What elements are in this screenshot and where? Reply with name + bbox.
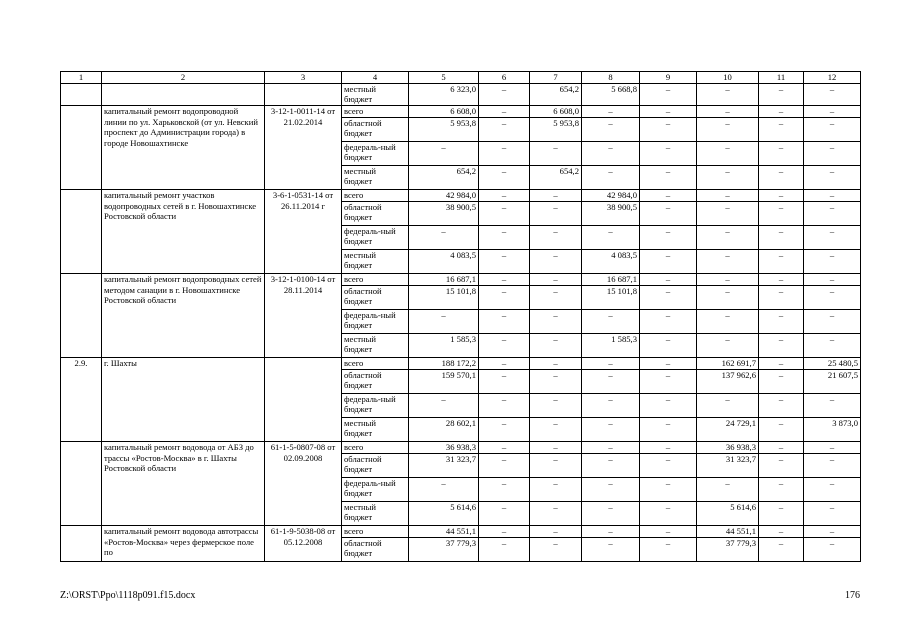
value-cell: – — [479, 142, 530, 166]
column-header: 10 — [697, 72, 759, 84]
value-cell: – — [759, 310, 804, 334]
value-cell: – — [759, 502, 804, 526]
value-cell: – — [640, 142, 697, 166]
value-cell: – — [479, 250, 530, 274]
value-cell: – — [640, 418, 697, 442]
value-cell: – — [804, 394, 861, 418]
value-cell: – — [479, 370, 530, 394]
value-cell: – — [697, 106, 759, 118]
value-cell: – — [697, 478, 759, 502]
value-cell: 36 938,3 — [697, 442, 759, 454]
value-cell: – — [804, 478, 861, 502]
row-number-cell — [61, 274, 102, 358]
value-cell: 38 900,5 — [582, 202, 640, 226]
value-cell: – — [759, 202, 804, 226]
row-number-cell — [61, 442, 102, 526]
document-code-cell: 61-1-9-5038-08 от 05.12.2008 — [265, 526, 342, 562]
document-code-cell — [265, 84, 342, 106]
value-cell: 4 083,5 — [582, 250, 640, 274]
funding-source-cell: всего — [342, 190, 409, 202]
funding-source-cell: областной бюджет — [342, 286, 409, 310]
value-cell: – — [479, 526, 530, 538]
value-cell: – — [530, 142, 582, 166]
column-header: 5 — [409, 72, 479, 84]
value-cell: 16 687,1 — [409, 274, 479, 286]
page-number: 176 — [845, 590, 860, 601]
row-number-cell — [61, 106, 102, 190]
value-cell: – — [804, 538, 861, 562]
value-cell: 37 779,3 — [409, 538, 479, 562]
funding-source-cell: местный бюджет — [342, 84, 409, 106]
value-cell: – — [582, 226, 640, 250]
column-header: 4 — [342, 72, 409, 84]
funding-source-cell: всего — [342, 274, 409, 286]
item-name-cell: капитальный ремонт водовода от АБЗ до трассы «Ростов-Москва» в г. Шахты Ростовской области — [102, 442, 265, 526]
value-cell: – — [697, 84, 759, 106]
item-name-cell: капитальный ремонт водопроводной линии по ул. Харьковской (от ул. Невский проспект до Администрации города) в городе Новошахтинске — [102, 106, 265, 190]
value-cell: 25 480,5 — [804, 358, 861, 370]
value-cell: – — [640, 394, 697, 418]
value-cell: 42 984,0 — [409, 190, 479, 202]
value-cell: – — [582, 478, 640, 502]
value-cell: – — [640, 84, 697, 106]
value-cell: – — [804, 502, 861, 526]
value-cell: – — [640, 274, 697, 286]
value-cell: – — [530, 538, 582, 562]
funding-source-cell: местный бюджет — [342, 250, 409, 274]
funding-source-cell: областной бюджет — [342, 202, 409, 226]
value-cell: 44 551,1 — [697, 526, 759, 538]
value-cell: – — [530, 358, 582, 370]
value-cell: – — [804, 334, 861, 358]
item-name-cell: капитальный ремонт участков водопроводных сетей в г. Новошахтинске Ростовской области — [102, 190, 265, 274]
value-cell: – — [479, 166, 530, 190]
table-row — [61, 106, 861, 118]
value-cell: – — [804, 202, 861, 226]
value-cell: – — [479, 226, 530, 250]
value-cell: – — [640, 538, 697, 562]
funding-source-cell: федераль-ный бюджет — [342, 310, 409, 334]
column-header: 12 — [804, 72, 861, 84]
value-cell: – — [530, 502, 582, 526]
value-cell: – — [582, 526, 640, 538]
value-cell: – — [582, 358, 640, 370]
value-cell: – — [530, 418, 582, 442]
value-cell: – — [479, 538, 530, 562]
value-cell: – — [640, 310, 697, 334]
funding-source-cell: всего — [342, 106, 409, 118]
document-code-cell: 61-1-5-0807-08 от 02.09.2008 — [265, 442, 342, 526]
value-cell: – — [697, 142, 759, 166]
value-cell: – — [582, 394, 640, 418]
value-cell: 15 101,8 — [409, 286, 479, 310]
value-cell: 15 101,8 — [582, 286, 640, 310]
value-cell: – — [759, 190, 804, 202]
value-cell: – — [640, 334, 697, 358]
value-cell: – — [582, 538, 640, 562]
document-code-cell: 3-12-1-0100-14 от 28.11.2014 — [265, 274, 342, 358]
value-cell: – — [530, 190, 582, 202]
value-cell: – — [759, 84, 804, 106]
value-cell: – — [804, 226, 861, 250]
column-header: 6 — [479, 72, 530, 84]
row-number-cell: 2.9. — [61, 358, 102, 442]
value-cell: 28 602,1 — [409, 418, 479, 442]
value-cell: – — [582, 118, 640, 142]
value-cell: – — [640, 442, 697, 454]
value-cell: – — [759, 142, 804, 166]
funding-source-cell: областной бюджет — [342, 370, 409, 394]
value-cell: – — [530, 370, 582, 394]
item-name-cell: капитальный ремонт водопроводных сетей методом санации в г. Новошахтинске Ростовской области — [102, 274, 265, 358]
column-header: 2 — [102, 72, 265, 84]
value-cell: – — [697, 274, 759, 286]
value-cell: 5 953,8 — [409, 118, 479, 142]
value-cell: 42 984,0 — [582, 190, 640, 202]
value-cell: – — [479, 358, 530, 370]
column-header: 8 — [582, 72, 640, 84]
column-header: 7 — [530, 72, 582, 84]
value-cell: – — [530, 394, 582, 418]
value-cell: – — [804, 526, 861, 538]
value-cell: – — [479, 418, 530, 442]
value-cell: – — [479, 310, 530, 334]
item-name-cell: г. Шахты — [102, 358, 265, 442]
funding-source-cell: областной бюджет — [342, 454, 409, 478]
value-cell: 654,2 — [530, 84, 582, 106]
value-cell: – — [530, 478, 582, 502]
row-number-cell — [61, 84, 102, 106]
table-row — [61, 526, 861, 538]
row-number-cell — [61, 526, 102, 562]
value-cell: – — [640, 106, 697, 118]
value-cell: – — [530, 274, 582, 286]
table-row — [61, 84, 861, 106]
value-cell: – — [582, 454, 640, 478]
value-cell: – — [759, 274, 804, 286]
value-cell: 38 900,5 — [409, 202, 479, 226]
value-cell: 36 938,3 — [409, 442, 479, 454]
value-cell: – — [582, 142, 640, 166]
value-cell: – — [697, 286, 759, 310]
value-cell: – — [479, 502, 530, 526]
value-cell: – — [530, 226, 582, 250]
value-cell: – — [479, 454, 530, 478]
document-code-cell: 3-12-1-0011-14 от 21.02.2014 — [265, 106, 342, 190]
value-cell: – — [582, 418, 640, 442]
value-cell: – — [530, 334, 582, 358]
value-cell: 137 962,6 — [697, 370, 759, 394]
value-cell: – — [479, 274, 530, 286]
value-cell: – — [759, 106, 804, 118]
value-cell: – — [640, 118, 697, 142]
document-code-cell: 3-6-1-0531-14 от 26.11.2014 г — [265, 190, 342, 274]
funding-source-cell: федераль-ный бюджет — [342, 142, 409, 166]
funding-source-cell: всего — [342, 442, 409, 454]
value-cell: 31 323,7 — [409, 454, 479, 478]
value-cell: – — [640, 286, 697, 310]
value-cell: – — [530, 310, 582, 334]
value-cell: – — [479, 442, 530, 454]
value-cell: – — [759, 286, 804, 310]
value-cell: – — [479, 478, 530, 502]
value-cell: 24 729,1 — [697, 418, 759, 442]
value-cell: 16 687,1 — [582, 274, 640, 286]
value-cell: – — [640, 502, 697, 526]
value-cell: – — [479, 118, 530, 142]
value-cell: – — [804, 274, 861, 286]
value-cell: – — [582, 310, 640, 334]
value-cell: 37 779,3 — [697, 538, 759, 562]
value-cell: – — [409, 394, 479, 418]
value-cell: – — [479, 190, 530, 202]
item-name-cell: капитальный ремонт водовода автотрассы «Ростов-Москва» через фермерское поле по — [102, 526, 265, 562]
value-cell: – — [759, 166, 804, 190]
value-cell: – — [804, 166, 861, 190]
funding-source-cell: федераль-ный бюджет — [342, 394, 409, 418]
budget-table — [60, 71, 861, 562]
value-cell: – — [530, 202, 582, 226]
value-cell: – — [640, 250, 697, 274]
value-cell: – — [640, 370, 697, 394]
funding-source-cell: местный бюджет — [342, 502, 409, 526]
value-cell: – — [479, 334, 530, 358]
value-cell: 5 614,6 — [409, 502, 479, 526]
value-cell: – — [759, 526, 804, 538]
value-cell: – — [479, 106, 530, 118]
column-header: 11 — [759, 72, 804, 84]
funding-source-cell: местный бюджет — [342, 334, 409, 358]
value-cell: – — [479, 202, 530, 226]
row-number-cell — [61, 190, 102, 274]
value-cell: 5 614,6 — [697, 502, 759, 526]
value-cell: – — [640, 202, 697, 226]
value-cell: – — [640, 166, 697, 190]
value-cell: – — [530, 526, 582, 538]
value-cell: 44 551,1 — [409, 526, 479, 538]
funding-source-cell: местный бюджет — [342, 418, 409, 442]
value-cell: – — [640, 526, 697, 538]
column-header: 9 — [640, 72, 697, 84]
value-cell: 162 691,7 — [697, 358, 759, 370]
table-header-row — [61, 72, 861, 84]
value-cell: – — [759, 118, 804, 142]
column-header: 3 — [265, 72, 342, 84]
value-cell: – — [697, 334, 759, 358]
value-cell: – — [804, 118, 861, 142]
value-cell: – — [697, 394, 759, 418]
value-cell: – — [759, 334, 804, 358]
value-cell: – — [640, 226, 697, 250]
value-cell: – — [759, 538, 804, 562]
funding-source-cell: федераль-ный бюджет — [342, 226, 409, 250]
value-cell: 21 607,5 — [804, 370, 861, 394]
document-code-cell — [265, 358, 342, 442]
funding-source-cell: федераль-ный бюджет — [342, 478, 409, 502]
value-cell: – — [479, 394, 530, 418]
value-cell: – — [759, 226, 804, 250]
value-cell: – — [409, 478, 479, 502]
value-cell: – — [697, 190, 759, 202]
value-cell: 188 172,2 — [409, 358, 479, 370]
value-cell: – — [759, 442, 804, 454]
value-cell: – — [804, 310, 861, 334]
value-cell: – — [640, 478, 697, 502]
column-header: 1 — [61, 72, 102, 84]
value-cell: 4 083,5 — [409, 250, 479, 274]
value-cell: – — [759, 358, 804, 370]
value-cell: – — [530, 250, 582, 274]
value-cell: – — [640, 190, 697, 202]
funding-source-cell: областной бюджет — [342, 538, 409, 562]
table-row — [61, 274, 861, 286]
value-cell: – — [759, 394, 804, 418]
value-cell: 3 873,0 — [804, 418, 861, 442]
value-cell: – — [530, 454, 582, 478]
value-cell: – — [640, 454, 697, 478]
value-cell: 5 668,8 — [582, 84, 640, 106]
value-cell: – — [804, 454, 861, 478]
value-cell: 6 323,0 — [409, 84, 479, 106]
table-row — [61, 190, 861, 202]
value-cell: – — [697, 118, 759, 142]
value-cell: – — [804, 190, 861, 202]
value-cell: – — [697, 166, 759, 190]
value-cell: – — [759, 454, 804, 478]
value-cell: – — [409, 142, 479, 166]
value-cell: – — [804, 142, 861, 166]
value-cell: – — [759, 478, 804, 502]
value-cell: – — [582, 370, 640, 394]
value-cell: – — [804, 442, 861, 454]
funding-source-cell: всего — [342, 358, 409, 370]
value-cell: 31 323,7 — [697, 454, 759, 478]
value-cell: 1 585,3 — [409, 334, 479, 358]
funding-source-cell: областной бюджет — [342, 118, 409, 142]
value-cell: – — [582, 442, 640, 454]
value-cell: – — [530, 286, 582, 310]
footer-file-path: Z:\ORST\Ppo\1118p091.f15.docx — [60, 590, 196, 601]
value-cell: – — [697, 310, 759, 334]
value-cell: 6 608,0 — [409, 106, 479, 118]
value-cell: 159 570,1 — [409, 370, 479, 394]
value-cell: 654,2 — [409, 166, 479, 190]
value-cell: 654,2 — [530, 166, 582, 190]
value-cell: – — [804, 84, 861, 106]
value-cell: – — [409, 226, 479, 250]
value-cell: 1 585,3 — [582, 334, 640, 358]
value-cell: – — [759, 250, 804, 274]
value-cell: – — [804, 250, 861, 274]
funding-source-cell: местный бюджет — [342, 166, 409, 190]
value-cell: – — [759, 370, 804, 394]
value-cell: – — [697, 202, 759, 226]
value-cell: – — [804, 286, 861, 310]
value-cell: – — [582, 106, 640, 118]
value-cell: – — [640, 358, 697, 370]
table-row — [61, 442, 861, 454]
value-cell: – — [697, 226, 759, 250]
funding-source-cell: всего — [342, 526, 409, 538]
value-cell: – — [409, 310, 479, 334]
value-cell: 6 608,0 — [530, 106, 582, 118]
value-cell: – — [582, 166, 640, 190]
value-cell: – — [582, 502, 640, 526]
table-row — [61, 358, 861, 370]
value-cell: – — [530, 442, 582, 454]
value-cell: – — [479, 84, 530, 106]
value-cell: – — [759, 418, 804, 442]
item-name-cell — [102, 84, 265, 106]
value-cell: – — [697, 250, 759, 274]
value-cell: – — [804, 106, 861, 118]
value-cell: – — [479, 286, 530, 310]
value-cell: 5 953,8 — [530, 118, 582, 142]
